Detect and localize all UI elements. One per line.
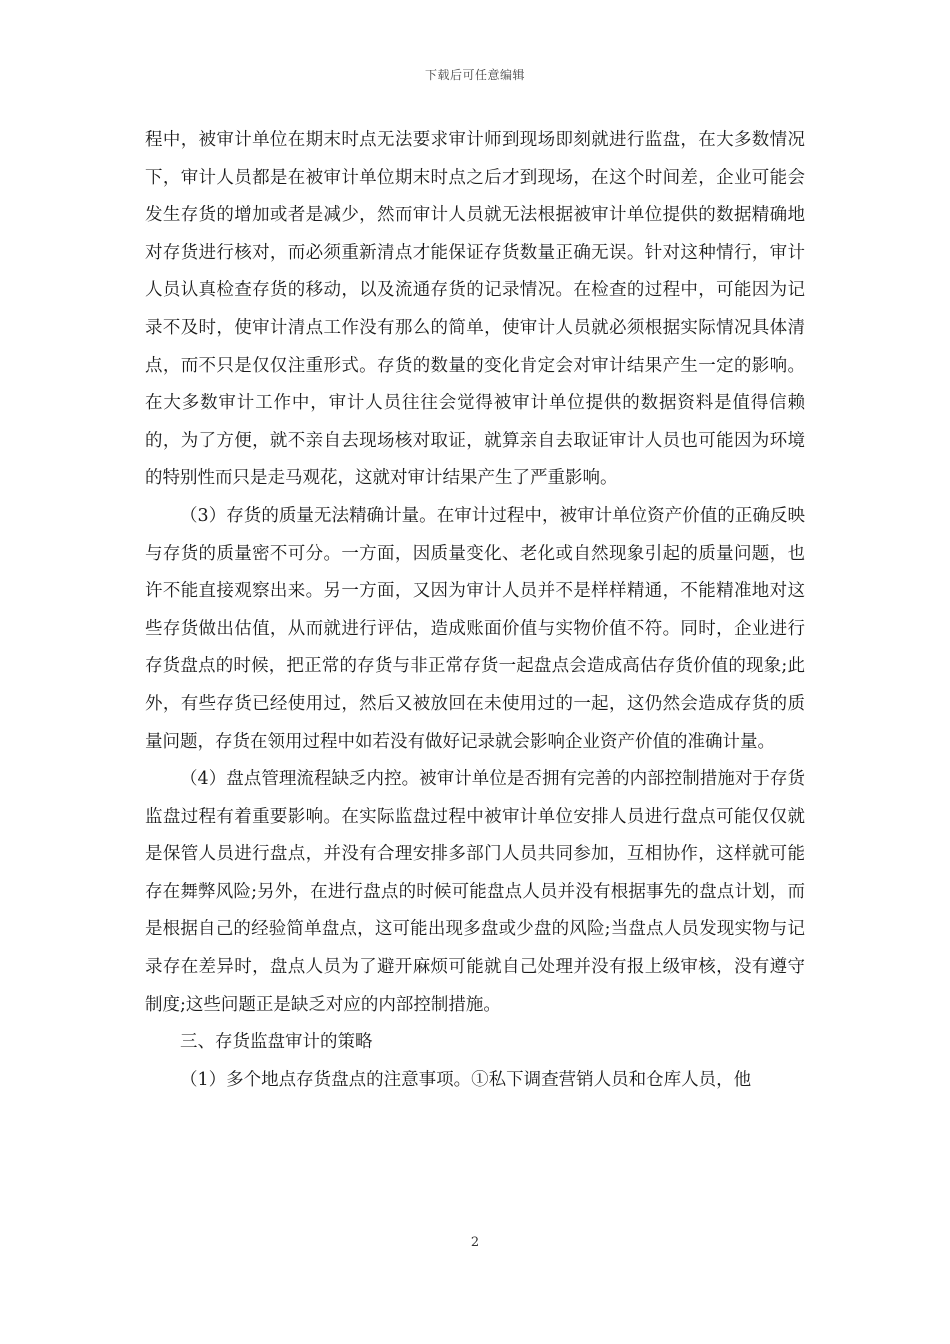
- paragraph-multi-location: （1）多个地点存货盘点的注意事项。①私下调查营销人员和仓库人员，他: [180, 1069, 752, 1090]
- paragraph-continuation: 程中，被审计单位在期末时点无法要求审计师到现场即刻就进行监盘，在大多数情况下，审计人员都是在被审计单位期末时点之后才到现场，在这个时间差，企业可能会发生存货的增加或者是减少，然而审计人员就无法根据被审计单位提供的数据精确地对存货进行核对，而必须重新清点才能保证存货数量正确无误。针对这种情行，审计人员认真检查存货的移动，以及流通存货的记录情况。在检查的过程中，可能因为记录不及时，使审计清点工作没有那么的简单，使审计人员就必须根据实际情况具体清点，而不只是仅仅注重形式。存货的数量的变化肯定会对审计结果产生一定的影响。在大多数审计工作中，审计人员往往会觉得被审计单位提供的数据资料是值得信赖的，为了方便，就不亲自去现场核对取证，就算亲自去取证审计人员也可能因为环境的特别性而只是走马观花，这就对审计结果产生了严重影响。: [145, 130, 805, 489]
- paragraph-inventory-quality: （3）存货的质量无法精确计量。在审计过程中，被审计单位资产价值的正确反映与存货的质量密不可分。一方面，因质量变化、老化或自然现象引起的质量问题，也许不能直接观察出来。另一方面，又因为审计人员并不是样样精通，不能精准地对这些存货做出估值，从而就进行评估，造成账面价值与实物价值不符。同时，企业进行存货盘点的时候，把正常的存货与非正常存货一起盘点会造成高估存货价值的现象;此外，有些存货已经使用过，然后又被放回在未使用过的一起，这仍然会造成存货的质量问题，存货在领用过程中如若没有做好记录就会影响企业资产价值的准确计量。: [145, 505, 805, 752]
- page-number: 2: [470, 1235, 480, 1250]
- paragraph-inventory-control: （4）盘点管理流程缺乏内控。被审计单位是否拥有完善的内部控制措施对于存货监盘过程有着重要影响。在实际监盘过程中被审计单位安排人员进行盘点可能仅仅就是保管人员进行盘点，并没有合理安排多部门人员共同参加，互相协作，这样就可能存在舞弊风险;另外，在进行盘点的时候可能盘点人员并没有根据事先的盘点计划，而是根据自己的经验简单盘点，这可能出现多盘或少盘的风险;当盘点人员发现实物与记录存在差异时，盘点人员为了避开麻烦可能就自己处理并没有报上级审核，没有遵守制度;这些问题正是缺乏对应的内部控制措施。: [145, 769, 805, 1015]
- page-header: 下载后可任意编辑: [424, 68, 525, 82]
- document-body: [145, 122, 805, 1099]
- section-heading: 三、存货监盘审计的策略: [180, 1032, 373, 1053]
